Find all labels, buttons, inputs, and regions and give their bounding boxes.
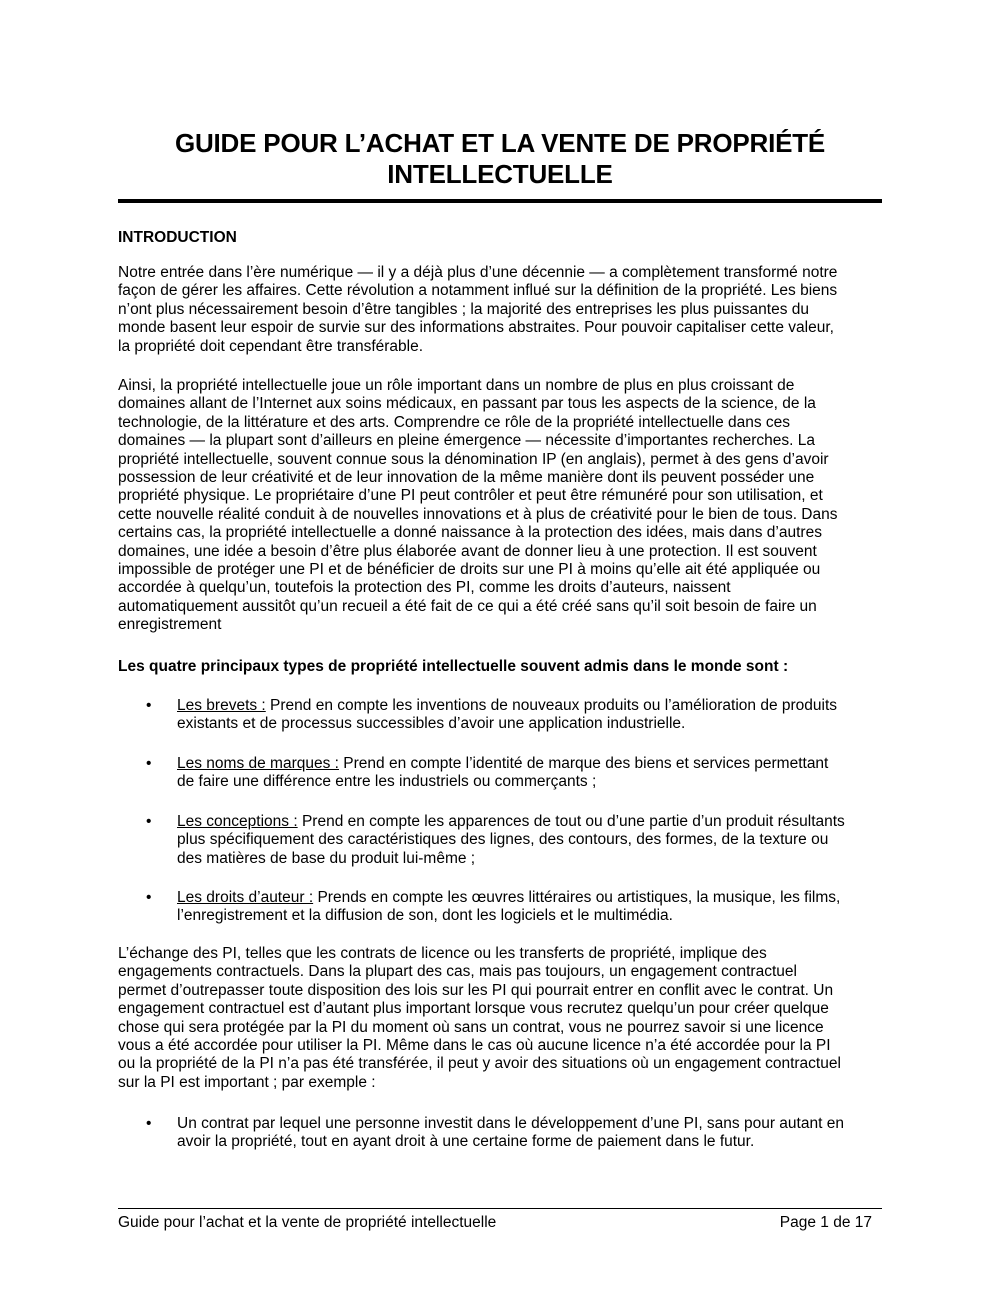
text-line: automatiquement aussitôt qu’un recueil a été fait de ce qui a été créé sans qu’il soit besoin de faire un bbox=[118, 597, 817, 615]
text-line: Prends en compte les œuvres littéraires ou artistiques, la musique, les films, bbox=[313, 889, 841, 906]
text-line: existants et de processus successibles d’avoir une application industrielle. bbox=[177, 715, 686, 733]
footer-title: Guide pour l’achat et la vente de propriété intellectuelle bbox=[118, 1214, 497, 1231]
text-line: domaines allant de l’Internet aux soins médicaux, en passant par tous les aspects de la science, de la bbox=[118, 395, 816, 413]
text-line: ou la propriété de la PI n’a pas été transférée, il peut y avoir des situations où un engagement contractuel bbox=[118, 1055, 841, 1073]
text-line: engagements contractuels. Dans la plupart des cas, mais pas toujours, un engagement contractuel bbox=[118, 963, 797, 981]
text-line: Notre entrée dans l’ère numérique — il y a déjà plus d’une décennie — a complètement transformé notre bbox=[118, 264, 838, 281]
document-title bbox=[118, 128, 882, 190]
term-label: Les brevets : bbox=[177, 697, 266, 714]
text-line: enregistrement bbox=[118, 616, 222, 634]
bullet-icon: • bbox=[146, 755, 152, 772]
bullet-icon: • bbox=[146, 813, 152, 830]
text-line: Un contrat par lequel une personne investit dans le développement d’une PI, sans pour autant en bbox=[177, 1115, 844, 1132]
text-line: l’enregistrement et la diffusion de son, dont les logiciels et le multimédia. bbox=[177, 907, 673, 925]
text-line: façon de gérer les affaires. Cette révolution a notamment influé sur la définition de la propriété. Les biens bbox=[118, 282, 838, 300]
text-line: impossible de protéger une PI et de bénéficier de droits sur une PI à moins qu’elle ait été appliquée ou bbox=[118, 561, 821, 579]
term-label: Les conceptions : bbox=[177, 813, 298, 830]
text-line: Prend en compte les inventions de nouveaux produits ou l’amélioration de produits bbox=[265, 697, 838, 714]
text-line: propriété intellectuelle, souvent connue sous la dénomination IP (en anglais), permet à des gens d’avoir bbox=[118, 450, 829, 468]
text-line: Ainsi, la propriété intellectuelle joue un rôle important dans un nombre de plus en plus croissant de bbox=[118, 377, 795, 394]
types-heading: Les quatre principaux types de propriété intellectuelle souvent admis dans le monde sont : bbox=[118, 658, 789, 675]
page-number: Page 1 de 17 bbox=[779, 1214, 872, 1231]
title-line-1: GUIDE POUR L’ACHAT ET LA VENTE DE PROPRIÉTÉ bbox=[174, 128, 826, 158]
text-line: technologie, de la littérature et des arts. Comprendre ce rôle de la propriété intellectuelle dans ces bbox=[118, 413, 791, 431]
text-line: permet d’outrepasser toute disposition des lois sur les PI qui pourrait entrer en conflit avec le contrat. Un bbox=[118, 981, 834, 999]
text-line: propriété physique. Le propriétaire d’une PI peut contrôler et peut être rémunéré pour son utilisation, et bbox=[118, 487, 823, 505]
text-line: L’échange des PI, telles que les contrats de licence ou les transferts de propriété, implique des bbox=[118, 945, 767, 962]
text-line: domaines, une idée a besoin d’être plus élaborée avant de donner lieu à une protection. Il est souvent bbox=[118, 542, 817, 560]
text-line: sur la PI est important ; par exemple : bbox=[118, 1073, 376, 1091]
text-line: domaines — la plupart sont d’ailleurs en pleine émergence — nécessite d’importantes recherches. La bbox=[118, 432, 816, 450]
paragraph-3 bbox=[118, 945, 888, 1092]
text-line: n’ont plus nécessairement besoin d’être tangibles ; la majorité des entreprises les plus puissantes du bbox=[118, 300, 809, 318]
bullet-icon: • bbox=[146, 697, 152, 714]
text-line: possession de leur créativité et de leur innovation de la même manière dont ils peuvent posséder une bbox=[118, 469, 815, 487]
text-line: vous a été accordée pour utiliser la PI. Même dans le cas où aucune licence n’a été accordée pour la PI bbox=[118, 1037, 831, 1055]
bullet-icon: • bbox=[146, 1115, 152, 1132]
text-line: engagement contractuel est d’autant plus important lorsque vous recrutez quelqu’un pour créer quelque bbox=[118, 1000, 829, 1018]
text-line: accordée à quelqu’un, toutefois la protection des PI, comme les droits d’auteurs, naissent bbox=[118, 579, 731, 597]
text-line: la propriété doit cependant être transférable. bbox=[118, 337, 424, 355]
text-line: de faire une différence entre les industriels ou commerçants ; bbox=[177, 773, 597, 791]
footer-divider bbox=[118, 1208, 882, 1209]
text-line: chose qui sera protégée par la PI du moment où sans un contrat, vous ne pourrez savoir si une licence bbox=[118, 1018, 824, 1036]
title-line-2: INTELLECTUELLE bbox=[387, 159, 613, 189]
introduction-heading: INTRODUCTION bbox=[118, 229, 237, 246]
term-label: Les droits d’auteur : bbox=[177, 889, 314, 906]
text-line: plus spécifiquement des caractéristiques des lignes, des contours, des formes, de la texture ou bbox=[177, 831, 829, 849]
paragraph-1 bbox=[118, 264, 888, 356]
text-line: des matières de base du produit lui-même ; bbox=[177, 849, 476, 867]
text-line: avoir la propriété, tout en ayant droit à une certaine forme de paiement dans le futur. bbox=[177, 1133, 755, 1151]
text-line: Prend en compte les apparences de tout ou d’une partie d’un produit résultants bbox=[297, 813, 845, 830]
text-line: certains cas, la propriété intellectuelle a donné naissance à la protection des idées, mais dans d’autres bbox=[118, 524, 822, 542]
paragraph-2 bbox=[118, 377, 888, 635]
title-divider bbox=[118, 199, 882, 203]
text-line: Prend en compte l’identité de marque des biens et services permettant bbox=[338, 755, 829, 772]
bullet-icon: • bbox=[146, 889, 152, 906]
text-line: monde basent leur espoir de survie sur des informations abstraites. Pour pouvoir capitaliser cette valeur, bbox=[118, 319, 834, 337]
text-line: cette nouvelle réalité conduit à de nouvelles innovations et à plus de créativité pour le bien de tous. Dans bbox=[118, 505, 838, 523]
term-label: Les noms de marques : bbox=[177, 755, 339, 772]
